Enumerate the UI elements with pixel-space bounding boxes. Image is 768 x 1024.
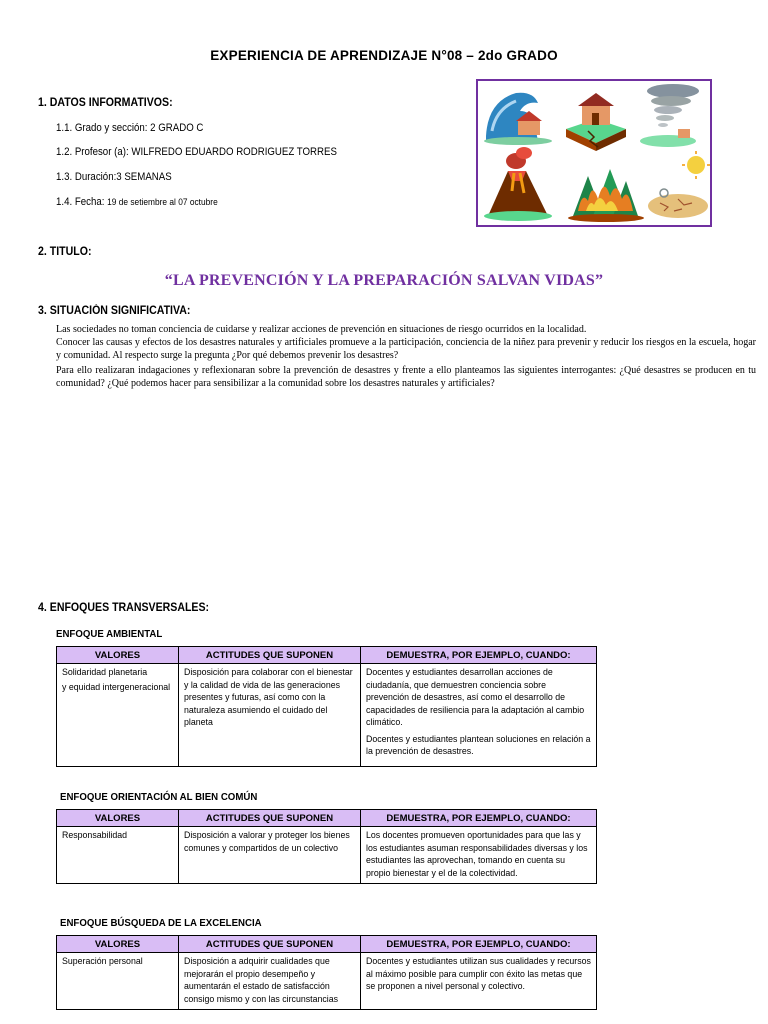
page-title: EXPERIENCIA DE APRENDIZAJE N°08 – 2do GRADO bbox=[210, 48, 558, 63]
demuestra-cell: Los docentes promueven oportunidades para que las y los estudiantes asuman responsabilidades diversas y los estudiantes las aprovechan, tomando en cuenta su propio bienestar y el de la colectividad. bbox=[361, 827, 597, 884]
col-actitudes: ACTITUDES QUE SUPONEN bbox=[179, 647, 361, 664]
valor-cell: Solidaridad planetaria y equidad intergeneracional bbox=[57, 664, 179, 767]
valor-cell: Superación personal bbox=[57, 953, 179, 1010]
titulo-heading: 2. TITULO: bbox=[38, 246, 92, 258]
valor-cell: Responsabilidad bbox=[57, 827, 179, 884]
datos-grado: 1.1. Grado y sección: 2 GRADO C bbox=[56, 122, 204, 134]
tsunami-icon bbox=[484, 93, 552, 145]
enfoque-ambiental-title: ENFOQUE AMBIENTAL bbox=[56, 628, 163, 640]
demuestra-cell: Docentes y estudiantes desarrollan acciones de ciudadanía, que demuestren conciencia sobre prevención de desastres, así como el desarrollo de capacidades de resiliencia para la adaptación al cambio climático. Docentes y estudiantes plantean soluciones en relación a la prevención de desastres. bbox=[361, 664, 597, 767]
forest-fire-icon bbox=[568, 169, 644, 222]
drought-icon bbox=[648, 151, 710, 218]
col-actitudes: ACTITUDES QUE SUPONEN bbox=[179, 936, 361, 953]
actitud-cell: Disposición para colaborar con el bienestar y la calidad de vida de las generaciones presentes y futuras, así como con la naturaleza asumiendo el cuidado del planeta bbox=[179, 664, 361, 767]
enfoque-bien-comun-title: ENFOQUE ORIENTACIÓN AL BIEN COMÚN bbox=[60, 791, 258, 803]
table-header-row bbox=[57, 647, 597, 664]
col-valores: VALORES bbox=[57, 647, 179, 664]
tornado-icon bbox=[640, 84, 699, 147]
enfoque-bien-comun-table bbox=[56, 809, 597, 884]
table-row bbox=[57, 953, 597, 1010]
disasters-illustration bbox=[476, 79, 712, 227]
enfoque-ambiental-table bbox=[56, 646, 597, 767]
table-header-row bbox=[57, 810, 597, 827]
col-valores: VALORES bbox=[57, 810, 179, 827]
actitud-cell: Disposición a valorar y proteger los bienes comunes y compartidos de un colectivo bbox=[179, 827, 361, 884]
col-demuestra: DEMUESTRA, POR EJEMPLO, CUANDO: bbox=[361, 647, 597, 664]
situacion-text: Las sociedades no toman conciencia de cuidarse y realizar acciones de prevención en situaciones de riesgo ocurridos en la localidad. Conocer las causas y efectos de los desastres naturales y artificiales promueve a la participación, conciencia de la niñez para prevenir y reducir los riesgos en la escuela, hogar y comunidad. Al respecto surge la pregunta ¿Por qué debemos prevenir los desastres? Para ello realizaran indagaciones y reflexionaran sobre la prevención de desastres y frente a ello planteamos las siguientes interrogantes: ¿Qué desastres se producen en tu comunidad? ¿Qué podemos hacer para sensibilizar a la comunidad sobre los desastres naturales y artificiales? bbox=[56, 324, 756, 389]
table-header-row bbox=[57, 936, 597, 953]
datos-profesor: 1.2. Profesor (a): WILFREDO EDUARDO RODRIGUEZ TORRES bbox=[56, 146, 337, 158]
situacion-heading: 3. SITUACIÓN SIGNIFICATIVA: bbox=[38, 305, 191, 317]
col-demuestra: DEMUESTRA, POR EJEMPLO, CUANDO: bbox=[361, 810, 597, 827]
experience-title: “LA PREVENCIÓN Y LA PREPARACIÓN SALVAN VIDAS” bbox=[164, 272, 604, 289]
volcano-icon bbox=[484, 147, 552, 221]
datos-heading: 1. DATOS INFORMATIVOS: bbox=[38, 97, 173, 109]
enfoque-excelencia-table bbox=[56, 935, 597, 1010]
col-valores: VALORES bbox=[57, 936, 179, 953]
datos-duracion: 1.3. Duración:3 SEMANAS bbox=[56, 171, 172, 183]
actitud-cell: Disposición a adquirir cualidades que mejorarán el propio desempeño y aumentarán el estado de satisfacción consigo mismo y con las circunstancias bbox=[179, 953, 361, 1010]
datos-fecha: 1.4. Fecha: 19 de setiembre al 07 octubre bbox=[56, 196, 218, 208]
enfoques-heading: 4. ENFOQUES TRANSVERSALES: bbox=[38, 602, 210, 614]
earthquake-icon bbox=[566, 93, 626, 151]
col-actitudes: ACTITUDES QUE SUPONEN bbox=[179, 810, 361, 827]
table-row bbox=[57, 664, 597, 767]
col-demuestra: DEMUESTRA, POR EJEMPLO, CUANDO: bbox=[361, 936, 597, 953]
enfoque-excelencia-title: ENFOQUE BÚSQUEDA DE LA EXCELENCIA bbox=[60, 917, 262, 929]
demuestra-cell: Docentes y estudiantes utilizan sus cualidades y recursos al máximo posible para cumplir con éxito las metas que se proponen a nivel personal y colectivo. bbox=[361, 953, 597, 1010]
table-row bbox=[57, 827, 597, 884]
